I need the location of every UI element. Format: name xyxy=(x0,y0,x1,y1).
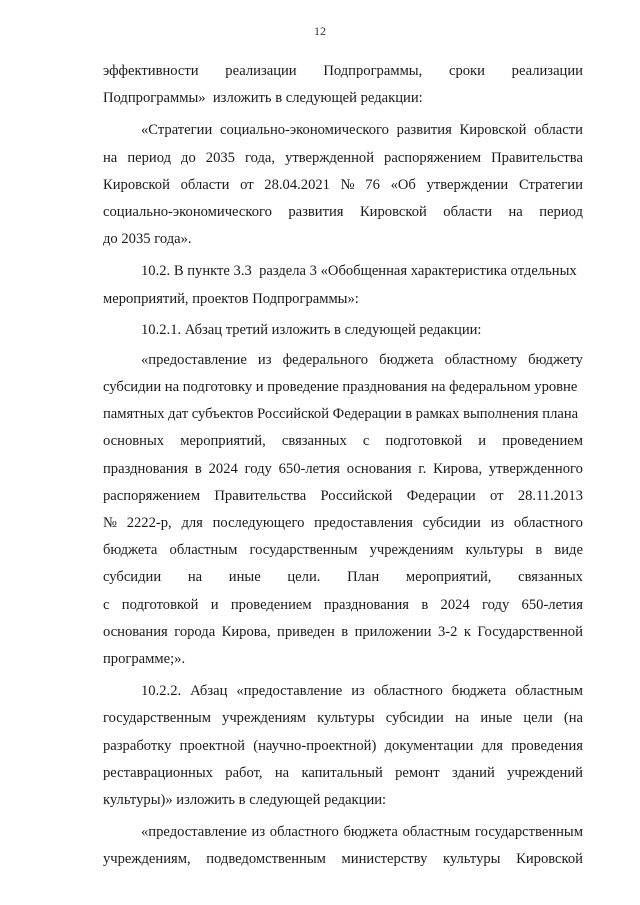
word: субсидии на подготовку и проведение празднования на федеральном уровне xyxy=(103,379,578,396)
word: (на xyxy=(563,710,583,727)
word: период xyxy=(539,203,583,220)
word: Абзац xyxy=(190,683,228,700)
word: Кировской xyxy=(516,851,583,868)
word: «предоставление xyxy=(141,824,247,841)
word: субсидии xyxy=(103,569,162,586)
word: Кирова, xyxy=(433,460,483,477)
word: предоставления xyxy=(314,515,413,531)
word: для xyxy=(481,737,503,754)
word: года, xyxy=(244,149,276,166)
word: ремонт xyxy=(395,764,440,781)
word: культуры xyxy=(442,851,501,868)
word: празднования xyxy=(103,460,189,477)
text-line xyxy=(103,172,583,199)
word: утвержденной xyxy=(285,149,375,166)
word: мероприятий, проектов Подпрограммы»: xyxy=(103,290,359,307)
page-number: 12 xyxy=(314,24,326,38)
word: проведением xyxy=(502,433,583,450)
word: № xyxy=(103,515,117,531)
word: от xyxy=(240,176,254,193)
word: государственным xyxy=(249,542,358,559)
text-line xyxy=(103,733,583,760)
word: Стратегии xyxy=(518,176,583,193)
text-line xyxy=(103,85,583,112)
word: г. xyxy=(418,460,427,477)
text-line xyxy=(103,374,583,401)
word: связанных xyxy=(518,569,583,586)
text-line xyxy=(103,58,583,85)
word: областным xyxy=(169,542,238,559)
word: субсидии xyxy=(385,710,444,727)
word: Российской xyxy=(320,487,393,504)
word: разработку xyxy=(103,737,172,754)
word: приложении xyxy=(354,623,432,640)
word: 2024 xyxy=(208,460,238,477)
word: виде xyxy=(554,542,583,559)
word: мероприятий, xyxy=(405,569,492,586)
text-line xyxy=(103,428,583,455)
word: области xyxy=(534,122,583,139)
word: «предоставление xyxy=(141,351,247,368)
word: мероприятий, xyxy=(180,433,266,450)
word: областному xyxy=(444,351,518,368)
word: подведомственным xyxy=(206,851,326,868)
word: сроки xyxy=(448,63,485,79)
word: культуры xyxy=(465,542,524,559)
word: году xyxy=(244,460,272,477)
word: последующего xyxy=(212,515,305,531)
text-line xyxy=(103,286,583,313)
word: цели xyxy=(523,710,553,727)
text-line xyxy=(103,705,583,732)
word: областного xyxy=(269,824,339,841)
word: зданий xyxy=(451,764,495,781)
word: реставрационных xyxy=(103,764,213,781)
word: 2024 xyxy=(440,596,470,613)
word: области xyxy=(180,176,230,193)
word: к xyxy=(463,623,471,640)
text-line xyxy=(103,510,583,537)
word: бюджета xyxy=(379,351,434,368)
text-line xyxy=(103,401,583,428)
word: реализации xyxy=(511,63,583,79)
word: основания xyxy=(346,460,412,477)
word: бюджету xyxy=(528,351,583,368)
word: субсидии xyxy=(422,515,481,531)
word: из xyxy=(257,351,272,368)
word: социально-экономического xyxy=(103,203,272,220)
word: приведен xyxy=(277,623,335,640)
word: в xyxy=(194,460,202,477)
word: областного xyxy=(373,683,443,700)
word: развития xyxy=(396,122,452,139)
word: бюджета xyxy=(451,683,507,700)
word: празднования xyxy=(323,596,410,613)
word: до 2035 года». xyxy=(103,231,192,248)
word: и xyxy=(478,433,487,450)
word: в xyxy=(341,623,349,640)
text-line xyxy=(103,117,583,144)
word: 28.11.2013 xyxy=(517,487,583,504)
word: «предоставление xyxy=(236,683,343,700)
word: Федерации xyxy=(406,487,476,504)
text-line xyxy=(103,678,583,705)
document-body xyxy=(103,58,583,873)
word: программе;». xyxy=(103,650,186,667)
word: подготовкой xyxy=(385,433,463,450)
word: 650-летия xyxy=(521,596,583,613)
word: 10.2.2. xyxy=(141,683,182,700)
word: учреждений xyxy=(507,764,583,781)
word: № xyxy=(340,176,355,193)
word: учреждениям xyxy=(222,710,307,727)
text-line xyxy=(103,258,583,285)
word: распоряжением xyxy=(384,149,482,166)
word: Кировской xyxy=(359,203,427,220)
text-line xyxy=(103,646,583,673)
word: культуры)» изложить в следующей редакции: xyxy=(103,791,387,808)
text-line xyxy=(103,787,583,814)
word: учреждениям xyxy=(369,542,454,559)
word: на xyxy=(103,149,118,166)
text-line xyxy=(103,347,583,374)
word: проведения xyxy=(511,737,583,754)
word: на xyxy=(187,569,203,586)
word: в xyxy=(535,542,543,559)
word: социально-экономического xyxy=(220,122,389,139)
word: иные xyxy=(480,710,513,727)
word: с xyxy=(103,596,110,613)
word: 10.2. В пункте 3.3 раздела 3 «Обобщенная характеристика отдельных xyxy=(141,263,577,280)
word: утвержденного xyxy=(488,460,583,477)
word: областного xyxy=(513,515,583,531)
word: области xyxy=(443,203,493,220)
word: работ, xyxy=(225,764,263,781)
text-line xyxy=(103,537,583,564)
word: памятных дат субъектов Российской Федерации в рамках выполнения плана xyxy=(103,406,579,423)
word: из xyxy=(251,824,266,841)
text-line xyxy=(103,483,583,510)
word: основных xyxy=(103,433,165,450)
word: Кировской xyxy=(103,176,170,193)
text-line xyxy=(103,226,583,253)
text-line xyxy=(103,317,583,344)
word: проведением xyxy=(230,596,312,613)
word: развития xyxy=(288,203,344,220)
word: Правительства xyxy=(214,487,307,504)
word: цели. xyxy=(287,569,321,586)
word: иные xyxy=(228,569,261,586)
word: бюджета xyxy=(343,824,398,841)
text-line xyxy=(103,564,583,591)
word: города xyxy=(174,623,216,640)
text-line xyxy=(103,760,583,787)
word: Кировской xyxy=(459,122,527,139)
word: распоряжением xyxy=(103,487,201,504)
word: Государственной xyxy=(477,623,583,640)
word: областным xyxy=(515,683,583,700)
word: подготовкой xyxy=(121,596,199,613)
word: федерального xyxy=(282,351,369,368)
word: из xyxy=(490,515,505,531)
text-line xyxy=(103,619,583,646)
word: документации xyxy=(384,737,474,754)
word: Подпрограммы» изложить в следующей редакции: xyxy=(103,90,423,107)
word: бюджета xyxy=(103,542,158,559)
word: государственным xyxy=(103,710,211,727)
word: государственным xyxy=(475,824,583,841)
word: «Об xyxy=(390,176,416,193)
word: (научно-проектной) xyxy=(253,737,377,754)
word: году xyxy=(482,596,510,613)
text-line xyxy=(103,846,583,873)
word: План xyxy=(347,569,380,586)
word: 2035 xyxy=(205,149,235,166)
word: 2222-р, xyxy=(126,515,172,531)
word: и xyxy=(210,596,219,613)
word: до xyxy=(181,149,196,166)
text-line xyxy=(103,456,583,483)
word: культуры xyxy=(317,710,375,727)
word: эффективности xyxy=(103,63,199,79)
word: 76 xyxy=(365,176,380,193)
text-line xyxy=(103,819,583,846)
word: на xyxy=(454,710,470,727)
word: учреждениям, xyxy=(103,851,191,868)
word: с xyxy=(362,433,370,450)
word: на xyxy=(274,764,290,781)
word: основания xyxy=(103,623,168,640)
word: утверждении xyxy=(426,176,509,193)
word: министерству xyxy=(341,851,428,868)
text-line xyxy=(103,145,583,172)
word: Подпрограммы, xyxy=(323,63,423,79)
word: период xyxy=(127,149,172,166)
word: 10.2.1. Абзац третий изложить в следующей редакции: xyxy=(141,321,482,338)
word: для xyxy=(181,515,203,531)
text-line xyxy=(103,199,583,226)
word: от xyxy=(490,487,504,504)
word: 650-летия xyxy=(278,460,341,477)
text-line xyxy=(103,592,583,619)
word: из xyxy=(351,683,365,700)
word: Кирова, xyxy=(221,623,271,640)
word: 3-2 xyxy=(437,623,458,640)
word: «Стратегии xyxy=(141,122,213,139)
word: реализации xyxy=(225,63,297,79)
word: областным xyxy=(402,824,471,841)
word: проектной xyxy=(179,737,245,754)
word: 28.04.2021 xyxy=(264,176,330,193)
word: капитальный xyxy=(301,764,383,781)
word: Правительства xyxy=(491,149,583,166)
word: связанных xyxy=(281,433,347,450)
word: в xyxy=(421,596,429,613)
word: на xyxy=(508,203,523,220)
